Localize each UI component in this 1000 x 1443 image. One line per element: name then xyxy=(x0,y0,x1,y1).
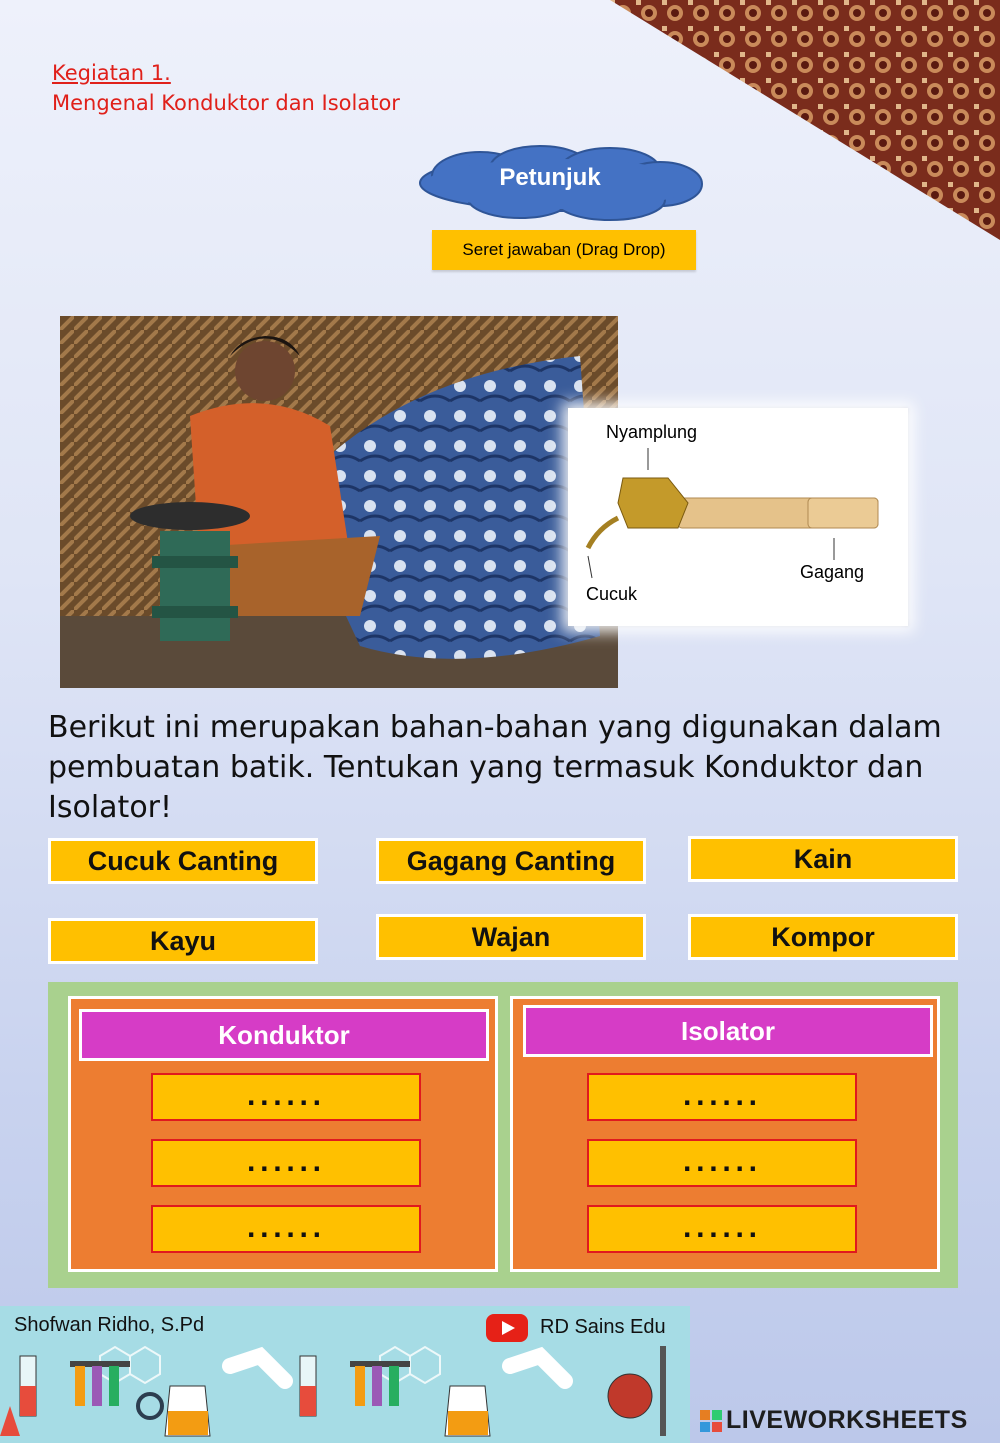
activity-title: Mengenal Konduktor dan Isolator xyxy=(52,91,400,115)
insulator-slot-1[interactable]: ...... xyxy=(587,1073,857,1121)
conductor-slot-2[interactable]: ...... xyxy=(151,1139,421,1187)
author-name: Shofwan Ridho, S.Pd xyxy=(14,1314,205,1336)
chip-kayu[interactable]: Kayu xyxy=(48,918,318,964)
instructions-title: Petunjuk xyxy=(499,164,601,191)
insulator-slot-2[interactable]: ...... xyxy=(587,1139,857,1187)
youtube-icon xyxy=(486,1314,528,1342)
question-text: Berikut ini merupakan bahan-bahan yang digunakan dalam pembuatan batik. Tentukan yang termasuk Konduktor dan Isolator! xyxy=(48,710,942,825)
channel-name: RD Sains Edu xyxy=(540,1316,666,1338)
canting-diagram xyxy=(568,408,908,626)
chip-gagang-canting[interactable]: Gagang Canting xyxy=(376,838,646,884)
chip-cucuk-canting[interactable]: Cucuk Canting xyxy=(48,838,318,884)
insulator-slot-3[interactable]: ...... xyxy=(587,1205,857,1253)
activity-heading xyxy=(52,58,400,118)
nyamplung-label: Nyamplung xyxy=(606,422,698,442)
chip-kompor[interactable]: Kompor xyxy=(688,914,958,960)
conductor-panel xyxy=(68,996,498,1272)
activity-number: Kegiatan 1. xyxy=(52,61,171,85)
cucuk-label: Cucuk xyxy=(586,584,638,604)
liveworksheets-logo-icon xyxy=(700,1410,722,1432)
conductor-slot-3[interactable]: ...... xyxy=(151,1205,421,1253)
insulator-title: Isolator xyxy=(523,1005,933,1057)
liveworksheets-brand[interactable]: LIVEWORKSHEETS xyxy=(726,1406,968,1434)
conductor-slot-1[interactable]: ...... xyxy=(151,1073,421,1121)
chip-kain[interactable]: Kain xyxy=(688,836,958,882)
insulator-panel xyxy=(510,996,940,1272)
instructions-hint: Seret jawaban (Drag Drop) xyxy=(432,230,696,270)
gagang-label: Gagang xyxy=(800,562,865,582)
batik-maker-photo xyxy=(60,316,618,688)
chip-wajan[interactable]: Wajan xyxy=(376,914,646,960)
conductor-title: Konduktor xyxy=(79,1009,489,1061)
